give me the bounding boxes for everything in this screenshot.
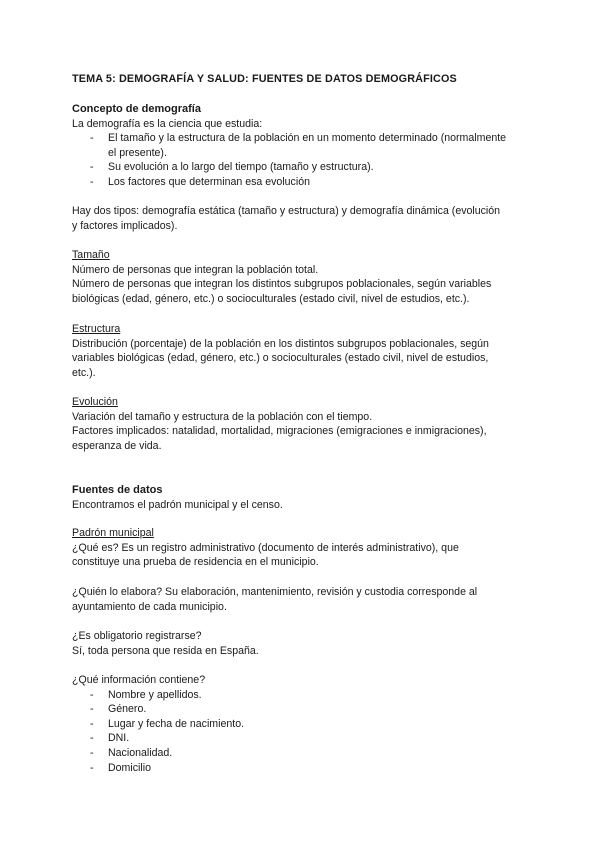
concepto-intro: La demografía es la ciencia que estudia: [72,117,263,130]
list-item: - Nacionalidad. [90,746,173,759]
list-item: - Género. [90,703,147,716]
list-item: - Los factores que determinan esa evolución [90,175,310,188]
list-item: - Lugar y fecha de nacimiento. [90,717,245,730]
dash-bullet: - [90,717,94,730]
heading-concepto: Concepto de demografía [72,103,201,115]
list-item: - Su evolución a lo largo del tiempo (tamaño y estructura). [90,161,374,174]
padron-obligatorio: ¿Es obligatorio registrarse? Sí, toda persona que resida en España. [72,630,259,657]
heading-padron: Padrón municipal [72,527,154,539]
dash-bullet: - [90,703,94,716]
dash-bullet: - [90,732,94,745]
heading-estructura: Estructura [72,323,121,335]
dash-bullet: - [90,761,94,774]
padron-list [72,688,532,776]
heading-fuentes: Fuentes de datos [72,484,163,496]
concepto-list [72,131,532,189]
list-item: - Domicilio [90,761,151,774]
section-fuentes: Fuentes de datos Encontramos el padrón municipal y el censo. [72,483,532,512]
list-item: - El tamaño y la estructura de la población en un momento determinado (normalmente el presente). [90,132,507,159]
section-estructura: Estructura Distribución (porcentaje) de la población en los distintos subgrupos poblacionales, según variables biológicas (edad, género, etc.) o socioculturales (estado civil, nivel de estudios, etc.). [72,322,532,380]
heading-tamano: Tamaño [72,249,110,261]
dash-bullet: - [90,746,94,759]
section-padron: Padrón municipal ¿Qué es? Es un registro administrativo (documento de interés administrativo), que constituye una prueba de residencia en el municipio. [72,526,532,570]
heading-evolucion: Evolución [72,396,118,408]
concepto-tipos: Hay dos tipos: demografía estática (tamaño y estructura) y demografía dinámica (evolución y factores implicados). [72,205,501,232]
section-concepto [72,102,532,190]
document-title: TEMA 5: DEMOGRAFÍA Y SALUD: FUENTES DE DATOS DEMOGRÁFICOS [72,73,457,85]
list-item: - Nombre y apellidos. [90,688,202,701]
dash-bullet: - [90,132,94,145]
dash-bullet: - [90,161,94,174]
section-tamano: Tamaño Número de personas que integran la población total. Número de personas que integran los distintos subgrupos poblacionales, según variables biológicas (edad, género, etc.) o socioculturales (estado civil, nivel de estudios, etc.). [72,248,532,306]
padron-quien: ¿Quién lo elabora? Su elaboración, mantenimiento, revisión y custodia corresponde al ayuntamiento de cada municipio. [72,586,478,613]
list-item: - DNI. [90,732,130,745]
dash-bullet: - [90,175,94,188]
dash-bullet: - [90,688,94,701]
section-evolucion: Evolución Variación del tamaño y estructura de la población con el tiempo. Factores implicados: natalidad, mortalidad, migraciones (emigraciones e inmigraciones), esperanza de vida. [72,395,532,453]
padron-informacion: ¿Qué información contiene? - Nombre y apellidos. - Género. - Lugar y fecha de nacimiento. - DNI. - Nacionalidad. - Domicilio [72,673,532,775]
